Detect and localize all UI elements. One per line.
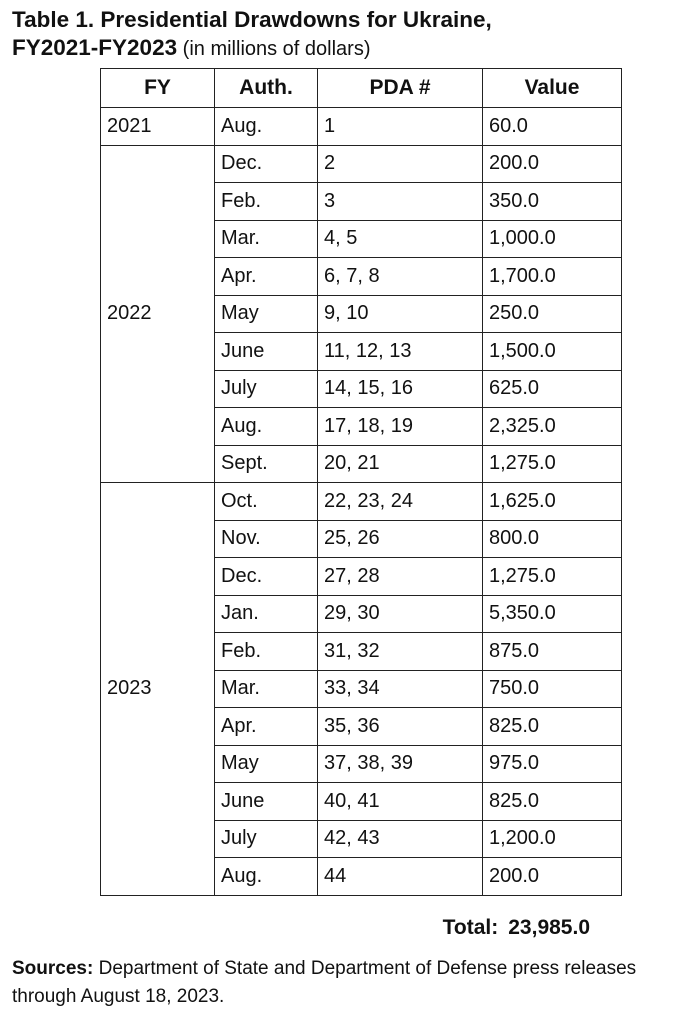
header-fy: FY: [101, 69, 215, 108]
sources-text: Department of State and Department of Defense press releases through August 18, 2023.: [12, 958, 637, 1007]
table-row: [101, 145, 622, 183]
auth-cell: July: [215, 370, 318, 408]
auth-cell: Feb.: [215, 633, 318, 671]
pda-cell: 4, 5: [318, 220, 483, 258]
value-cell: 975.0: [483, 745, 622, 783]
title-range: FY2021-FY2023: [12, 35, 178, 60]
pda-cell: 14, 15, 16: [318, 370, 483, 408]
auth-cell: Oct.: [215, 483, 318, 521]
table-header-row: [101, 69, 622, 108]
auth-cell: Dec.: [215, 145, 318, 183]
auth-cell: Aug.: [215, 858, 318, 896]
pda-cell: 17, 18, 19: [318, 408, 483, 446]
auth-cell: Dec.: [215, 558, 318, 596]
value-cell: 60.0: [483, 108, 622, 146]
auth-cell: Apr.: [215, 708, 318, 746]
auth-cell: Mar.: [215, 220, 318, 258]
table-body: [101, 108, 622, 896]
auth-cell: May: [215, 295, 318, 333]
title-line-2: [12, 34, 687, 63]
auth-cell: Nov.: [215, 520, 318, 558]
value-cell: 1,700.0: [483, 258, 622, 296]
value-cell: 1,000.0: [483, 220, 622, 258]
pda-cell: 37, 38, 39: [318, 745, 483, 783]
pda-cell: 25, 26: [318, 520, 483, 558]
drawdowns-table: [100, 68, 622, 896]
auth-cell: Aug.: [215, 108, 318, 146]
pda-cell: 11, 12, 13: [318, 333, 483, 371]
value-cell: 625.0: [483, 370, 622, 408]
auth-cell: Jan.: [215, 595, 318, 633]
table-row: [101, 108, 622, 146]
value-cell: 1,200.0: [483, 820, 622, 858]
value-cell: 1,625.0: [483, 483, 622, 521]
value-cell: 800.0: [483, 520, 622, 558]
value-cell: 750.0: [483, 670, 622, 708]
value-cell: 1,275.0: [483, 445, 622, 483]
fy-cell: 2021: [101, 108, 215, 146]
header-auth: Auth.: [215, 69, 318, 108]
value-cell: 875.0: [483, 633, 622, 671]
pda-cell: 20, 21: [318, 445, 483, 483]
auth-cell: June: [215, 783, 318, 821]
value-cell: 200.0: [483, 858, 622, 896]
auth-cell: June: [215, 333, 318, 371]
fy-cell: 2023: [101, 483, 215, 896]
pda-cell: 22, 23, 24: [318, 483, 483, 521]
fy-cell: 2022: [101, 145, 215, 483]
auth-cell: Aug.: [215, 408, 318, 446]
sources-lead: Sources:: [12, 958, 94, 979]
total-line: [100, 916, 590, 940]
pda-cell: 40, 41: [318, 783, 483, 821]
auth-cell: Mar.: [215, 670, 318, 708]
title-units: (in millions of dollars): [177, 38, 371, 60]
value-cell: 1,500.0: [483, 333, 622, 371]
auth-cell: Sept.: [215, 445, 318, 483]
value-cell: 825.0: [483, 708, 622, 746]
pda-cell: 27, 28: [318, 558, 483, 596]
pda-cell: 3: [318, 183, 483, 221]
auth-cell: July: [215, 820, 318, 858]
total-value: 23,985.0: [508, 916, 590, 939]
table-title: [12, 6, 687, 63]
total-label: Total:: [442, 916, 499, 939]
pda-cell: 6, 7, 8: [318, 258, 483, 296]
pda-cell: 1: [318, 108, 483, 146]
pda-cell: 2: [318, 145, 483, 183]
header-value: Value: [483, 69, 622, 108]
pda-cell: 9, 10: [318, 295, 483, 333]
title-line-1: Table 1. Presidential Drawdowns for Ukraine,: [12, 7, 492, 32]
value-cell: 200.0: [483, 145, 622, 183]
pda-cell: 42, 43: [318, 820, 483, 858]
auth-cell: Feb.: [215, 183, 318, 221]
table-row: [101, 483, 622, 521]
pda-cell: 35, 36: [318, 708, 483, 746]
pda-cell: 29, 30: [318, 595, 483, 633]
header-pda: PDA #: [318, 69, 483, 108]
value-cell: 350.0: [483, 183, 622, 221]
pda-cell: 31, 32: [318, 633, 483, 671]
value-cell: 5,350.0: [483, 595, 622, 633]
sources-note: [12, 955, 684, 1011]
value-cell: 825.0: [483, 783, 622, 821]
value-cell: 1,275.0: [483, 558, 622, 596]
pda-cell: 33, 34: [318, 670, 483, 708]
pda-cell: 44: [318, 858, 483, 896]
value-cell: 2,325.0: [483, 408, 622, 446]
auth-cell: May: [215, 745, 318, 783]
value-cell: 250.0: [483, 295, 622, 333]
auth-cell: Apr.: [215, 258, 318, 296]
